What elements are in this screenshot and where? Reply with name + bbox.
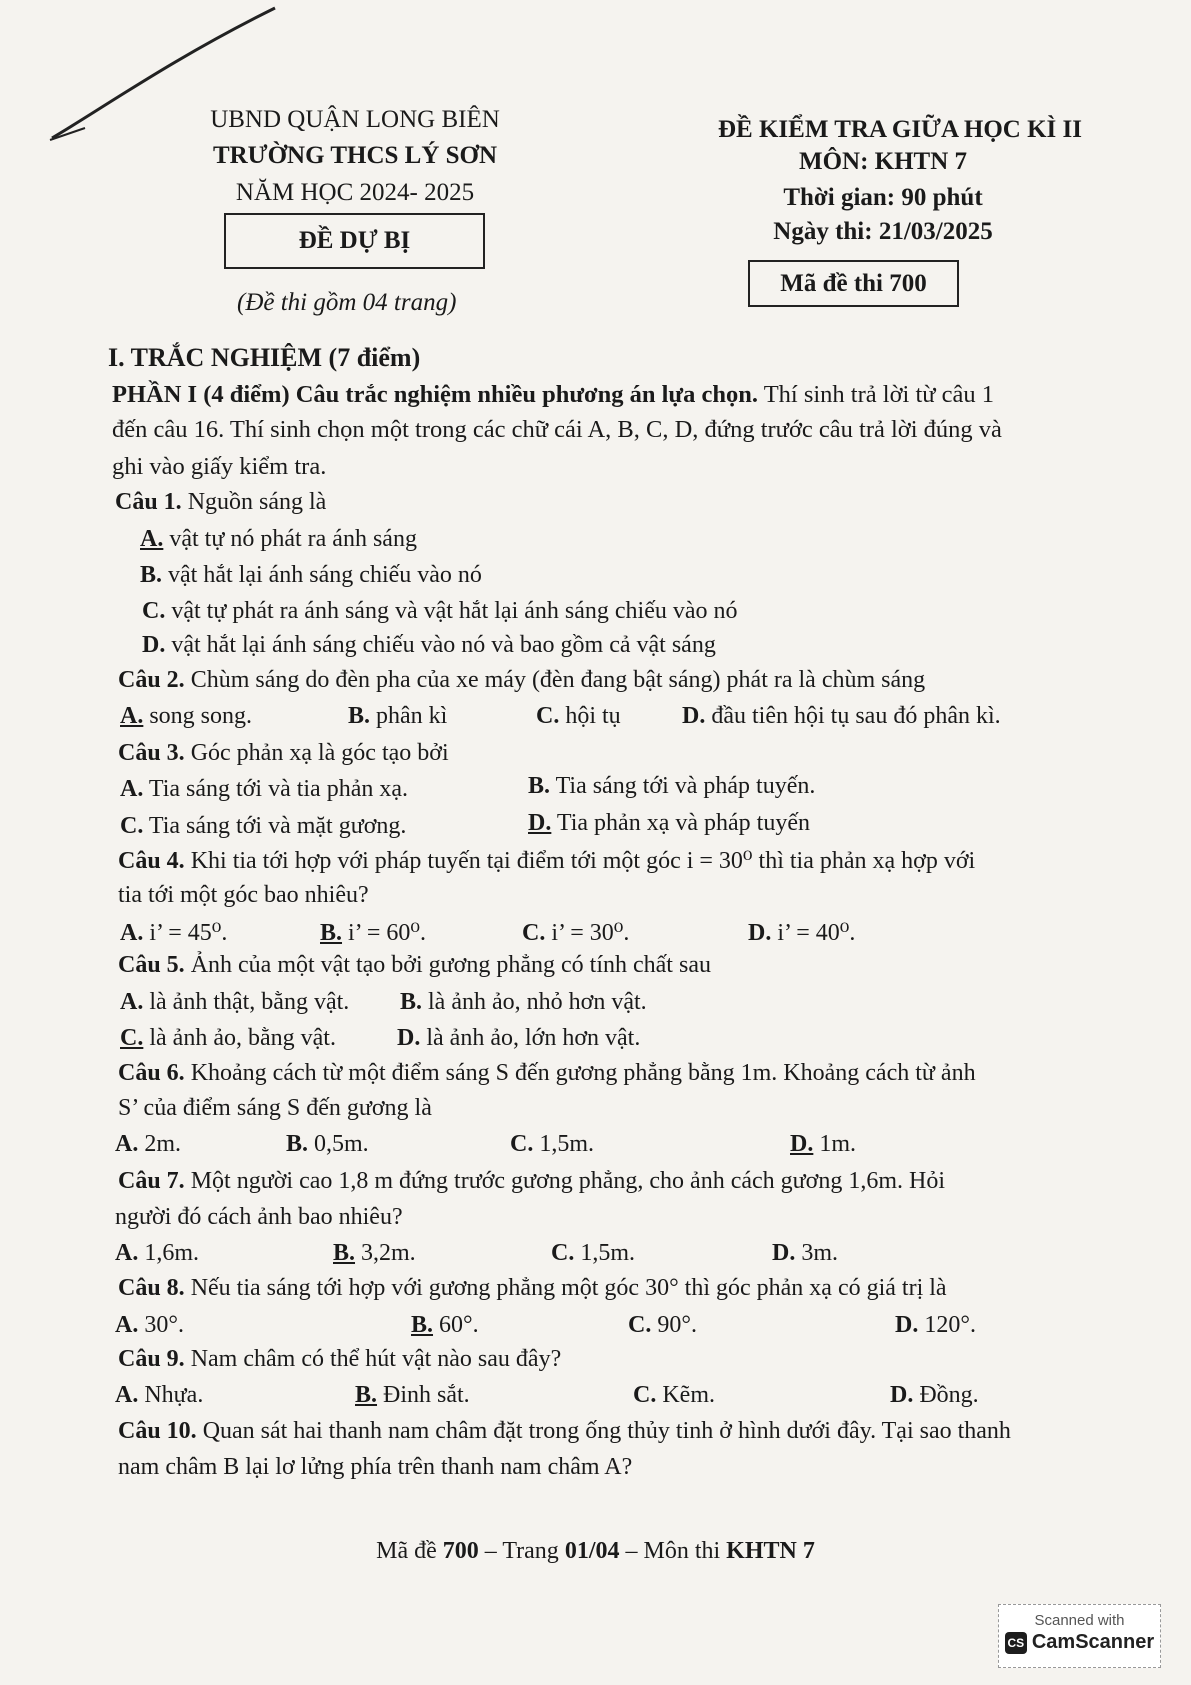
q6-option-a [115,1131,181,1158]
q8-option-d [895,1312,976,1339]
camscanner-logo-icon: CS [1005,1632,1027,1654]
option-letter: C. [522,920,546,946]
q3-option-c [120,813,406,840]
option-letter: D. [895,1312,919,1338]
option-letter: D. [682,703,706,729]
option-text: vật tự phát ra ánh sáng và vật hắt lại ánh sáng chiếu vào nó [165,598,738,624]
part1-intro-line3: ghi vào giấy kiểm tra. [112,453,327,480]
option-text: i’ = 60⁰. [342,920,427,946]
option-letter: C. [142,598,166,624]
q7-option-a [115,1240,199,1267]
question-label: Câu 4. [118,848,185,874]
question-text: Chùm sáng do đèn pha của xe máy (đèn đang bật sáng) phát ra là chùm sáng [184,667,926,693]
option-letter: C. [551,1240,575,1266]
q8-option-b [411,1312,479,1339]
question-label: Câu 6. [118,1060,185,1086]
option-text: 1,6m. [138,1240,200,1266]
option-text: phân kì [370,703,448,729]
q7-option-d [772,1240,838,1267]
question-6-cont: S’ của điểm sáng S đến gương là [118,1095,432,1121]
q6-option-b [286,1131,369,1158]
option-letter: A. [115,1312,139,1338]
question-1 [115,489,326,516]
q1-option-d [142,632,716,659]
q9-option-d [890,1382,979,1409]
question-label: Câu 5. [118,952,185,978]
q9-option-c [633,1382,715,1409]
option-text: hội tụ [559,703,621,729]
option-text: là ảnh ảo, lớn hơn vật. [420,1025,641,1051]
q2-option-c [536,703,621,730]
option-letter: A. [120,989,144,1015]
option-text: Nhựa. [138,1382,204,1408]
option-text: Tia sáng tới và tia phản xạ. [143,776,409,802]
option-letter: B. [140,562,163,588]
option-letter: B. [320,920,343,946]
q5-option-b [400,989,647,1016]
option-text: Tia sáng tới và pháp tuyến. [550,773,816,799]
option-letter: B. [286,1131,309,1157]
option-letter: D. [142,632,166,658]
footer-text: – Môn thi [619,1538,727,1564]
option-letter: D. [790,1131,814,1157]
option-text: Kẽm. [656,1382,715,1408]
scanner-brand [999,1631,1160,1654]
question-4-cont: tia tới một góc bao nhiêu? [118,882,369,908]
option-text: là ảnh ảo, nhỏ hơn vật. [422,989,647,1015]
footer-text: – Trang [478,1538,565,1564]
question-label: Câu 7. [118,1168,185,1194]
option-letter: A. [120,920,144,946]
q7-option-c [551,1240,635,1267]
option-text: 90°. [651,1312,697,1338]
subject-label: MÔN: KHTN 7 [798,148,968,175]
q4-option-c [522,918,629,947]
question-label: Câu 8. [118,1275,185,1301]
q1-option-a [140,526,417,553]
q2-option-a [120,703,252,730]
scanner-caption: Scanned with [1034,1612,1125,1629]
option-letter: B. [528,773,551,799]
district-name: UBND QUẬN LONG BIÊN [210,106,500,133]
question-text: Quan sát hai thanh nam châm đặt trong ống thủy tinh ở hình dưới đây. Tại sao thanh [196,1418,1011,1444]
option-letter: A. [115,1382,139,1408]
exam-date: Ngày thi: 21/03/2025 [773,218,993,245]
page-footer [0,1538,1191,1565]
option-text: vật hắt lại ánh sáng chiếu vào nó và bao gồm cả vật sáng [165,632,716,658]
q2-option-d [682,703,1001,730]
option-letter: B. [333,1240,356,1266]
option-text: Đồng. [913,1382,979,1408]
option-text: đầu tiên hội tụ sau đó phân kì. [705,703,1001,729]
option-letter: A. [115,1131,139,1157]
q4-option-b [320,918,426,947]
option-text: i’ = 45⁰. [143,920,228,946]
q8-option-a [115,1312,184,1339]
option-letter: C. [510,1131,534,1157]
scanner-brand-name: CamScanner [1031,1631,1155,1653]
question-10-cont: nam châm B lại lơ lửng phía trên thanh nam châm A? [118,1454,633,1480]
option-letter: C. [628,1312,652,1338]
question-label: Câu 2. [118,667,185,693]
part1-rest: Thí sinh trả lời từ câu 1 [758,381,995,408]
q3-option-d [528,810,810,837]
question-text: Nếu tia sáng tới hợp với gương phẳng một góc 30° thì góc phản xạ có giá trị là [184,1275,947,1301]
question-7 [118,1168,945,1195]
option-letter: A. [120,703,144,729]
q4-option-a [120,918,227,947]
question-label: Câu 3. [118,740,185,766]
q4-option-d [748,918,855,947]
option-letter: B. [348,703,371,729]
option-text: 2m. [138,1131,182,1157]
option-text: 3,2m. [355,1240,416,1266]
option-letter: D. [890,1382,914,1408]
option-letter: B. [400,989,423,1015]
option-letter: A. [140,526,164,552]
section-title: I. TRẮC NGHIỆM (7 điểm) [108,343,421,372]
option-letter: B. [355,1382,378,1408]
q9-option-b [355,1382,470,1409]
school-name: TRƯỜNG THCS LÝ SƠN [212,142,498,169]
option-text: là ảnh ảo, bằng vật. [143,1025,336,1051]
q3-option-b [528,773,815,800]
school-year: NĂM HỌC 2024- 2025 [235,179,475,206]
option-letter: C. [120,813,144,839]
option-letter: B. [411,1312,434,1338]
footer-page-number: 01/04 [564,1538,620,1564]
question-10 [118,1418,1011,1445]
option-text: i’ = 40⁰. [771,920,856,946]
question-text: Nam châm có thể hút vật nào sau đây? [184,1346,562,1372]
q5-option-d [397,1025,640,1052]
page-count-note: (Đề thi gồm 04 trang) [237,289,457,316]
question-2 [118,667,925,694]
option-text: i’ = 30⁰. [545,920,630,946]
option-letter: D. [748,920,772,946]
question-text: Khoảng cách từ một điểm sáng S đến gương phẳng bằng 1m. Khoảng cách từ ảnh [184,1060,976,1086]
question-7-cont: người đó cách ảnh bao nhiêu? [115,1204,403,1230]
option-text: Đinh sắt. [377,1382,470,1408]
option-letter: C. [120,1025,144,1051]
option-letter: D. [772,1240,796,1266]
question-text: Ảnh của một vật tạo bởi gương phẳng có tính chất sau [184,952,711,978]
question-6 [118,1060,976,1087]
option-letter: A. [115,1240,139,1266]
question-label: Câu 10. [118,1418,197,1444]
option-text: 1,5m. [574,1240,636,1266]
q1-option-c [142,598,738,625]
footer-subject: KHTN 7 [726,1538,815,1564]
part1-intro-line2: đến câu 16. Thí sinh chọn một trong các chữ cái A, B, C, D, đứng trước câu trả lời đúng và [112,416,1002,443]
question-text: Một người cao 1,8 m đứng trước gương phẳng, cho ảnh cách gương 1,6m. Hỏi [184,1168,946,1194]
q5-option-a [120,989,349,1016]
question-text: Nguồn sáng là [181,489,327,515]
option-text: 60°. [433,1312,479,1338]
option-text: vật tự nó phát ra ánh sáng [163,526,417,552]
question-4 [118,846,975,875]
question-label: Câu 9. [118,1346,185,1372]
footer-exam-code: 700 [442,1538,479,1564]
q1-option-b [140,562,482,589]
exam-title: ĐỀ KIỂM TRA GIỮA HỌC KÌ II [718,116,1082,143]
option-text: Tia phản xạ và pháp tuyến [551,810,810,836]
q6-option-c [510,1131,594,1158]
option-text: 30°. [138,1312,184,1338]
option-letter: C. [633,1382,657,1408]
part1-title: PHẦN I (4 điểm) Câu trắc nghiệm nhiều phương án lựa chọn. [112,381,759,408]
exam-duration: Thời gian: 90 phút [783,184,983,211]
question-label: Câu 1. [115,489,182,515]
exam-code-box: Mã đề thi 700 [748,260,959,307]
exam-type-box: ĐỀ DỰ BỊ [224,213,485,269]
option-letter: D. [528,810,552,836]
question-9 [118,1346,561,1373]
footer-text: Mã đề [376,1538,443,1564]
question-text: Góc phản xạ là góc tạo bởi [184,740,449,766]
question-text: Khi tia tới hợp với pháp tuyến tại điểm tới một góc i = 30⁰ thì tia phản xạ hợp với [184,848,976,874]
q2-option-b [348,703,447,730]
question-8 [118,1275,947,1302]
part1-intro-line1 [112,381,994,409]
option-text: song song. [143,703,253,729]
camscanner-watermark [998,1604,1161,1668]
q6-option-d [790,1131,856,1158]
q8-option-c [628,1312,697,1339]
option-text: Tia sáng tới và mặt gương. [143,813,407,839]
option-text: 0,5m. [308,1131,369,1157]
option-text: 1,5m. [533,1131,595,1157]
option-letter: A. [120,776,144,802]
q3-option-a [120,776,408,803]
question-5 [118,952,711,979]
q9-option-a [115,1382,203,1409]
question-3 [118,740,449,767]
q7-option-b [333,1240,416,1267]
option-text: 1m. [813,1131,857,1157]
option-letter: D. [397,1025,421,1051]
q5-option-c [120,1025,336,1052]
option-text: là ảnh thật, bằng vật. [143,989,350,1015]
option-text: 120°. [918,1312,976,1338]
option-text: vật hắt lại ánh sáng chiếu vào nó [162,562,482,588]
option-text: 3m. [795,1240,839,1266]
option-letter: C. [536,703,560,729]
